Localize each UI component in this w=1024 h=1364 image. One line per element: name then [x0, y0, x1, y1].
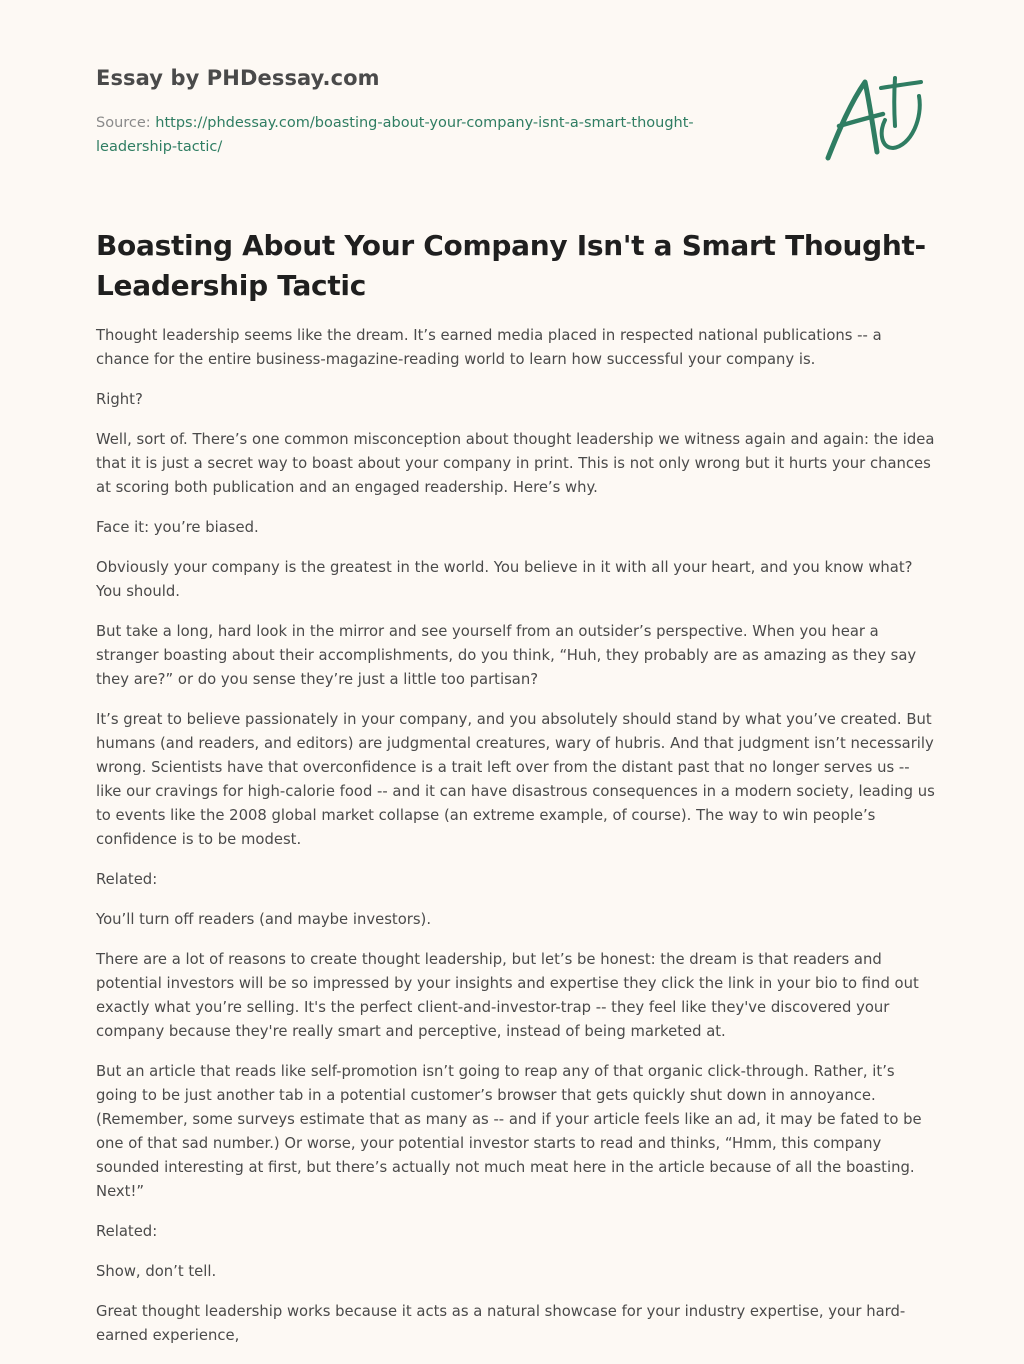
paragraph: Show, don’t tell.: [96, 1263, 217, 1280]
paragraph: But take a long, hard look in the mirror and see yourself from an outsider’s perspective. When you hear a stranger boasting about their accomplishments, do you think, “Huh, they probably are as amazing as they say they are?” or do you sense they’re just a little too partisan?: [96, 623, 917, 688]
paragraph: Related:: [96, 871, 158, 888]
source-line: [96, 111, 736, 159]
paragraph: Thought leadership seems like the dream. It’s earned media placed in respected national publications -- a chance for the entire business-magazine-reading world to learn how successful your company is.: [96, 327, 882, 368]
paragraph: Great thought leadership works because it acts as a natural showcase for your industry expertise, your hard-earned experience,: [96, 1303, 906, 1344]
source-label: Source:: [96, 115, 151, 131]
essay-title: Boasting About Your Company Isn't a Smart Thought-Leadership Tactic: [96, 229, 926, 302]
paragraph: It’s great to believe passionately in your company, and you absolutely should stand by what you’ve created. But humans (and readers, and editors) are judgmental creatures, wary of hubris. And that judgment isn’t necessarily wrong. Scientists have that overconfidence is a trait left over from the distant past that no longer serves us -- like our cravings for high-calorie food -- and it can have disastrous consequences in a modern society, leading us to events like the 2008 global market collapse (an extreme example, of course). The way to win people’s confidence is to be modest.: [96, 711, 935, 848]
paragraph: Related:: [96, 1223, 158, 1240]
source-link[interactable]: https://phdessay.com/boasting-about-your-company-isnt-a-smart-thought-leadership-tactic/: [96, 115, 694, 155]
page-header: [96, 0, 936, 200]
paragraph: There are a lot of reasons to create thought leadership, but let’s be honest: the dream is that readers and potential investors will be so impressed by your insights and expertise they click the link in your bio to find out exactly what you’re selling. It's the perfect client-and-investor-trap -- they feel like they've discovered your company because they're really smart and perceptive, instead of being marketed at.: [96, 951, 919, 1040]
paragraph: You’ll turn off readers (and maybe investors).: [96, 911, 432, 928]
paragraph: Well, sort of. There’s one common misconception about thought leadership we witness again and again: the idea that it is just a secret way to boast about your company in print. This is not only wrong but it hurts your chances at scoring both publication and an engaged readership. Here’s why.: [96, 431, 935, 496]
site-title: Essay by PHDessay.com: [96, 66, 380, 90]
paragraph: Obviously your company is the greatest in the world. You believe in it with all your heart, and you know what? You should.: [96, 559, 913, 600]
a-plus-logo-icon: [823, 68, 927, 164]
paragraph: But an article that reads like self-promotion isn’t going to reap any of that organic click-through. Rather, it’s going to be just another tab in a potential customer’s browser that gets quickly shut down in annoyance. (Remember, some surveys estimate that as many as -- and if your article feels like an ad, it may be fated to be one of that sad number.) Or worse, your potential investor starts to read and thinks, “Hmm, this company sounded interesting at first, but there’s actually not much meat here in the article because of all the boasting. Next!”: [96, 1063, 922, 1200]
essay-page: [96, 0, 936, 1344]
paragraph: Right?: [96, 391, 143, 408]
paragraph: Face it: you’re biased.: [96, 519, 259, 536]
essay-body: [96, 324, 936, 1364]
